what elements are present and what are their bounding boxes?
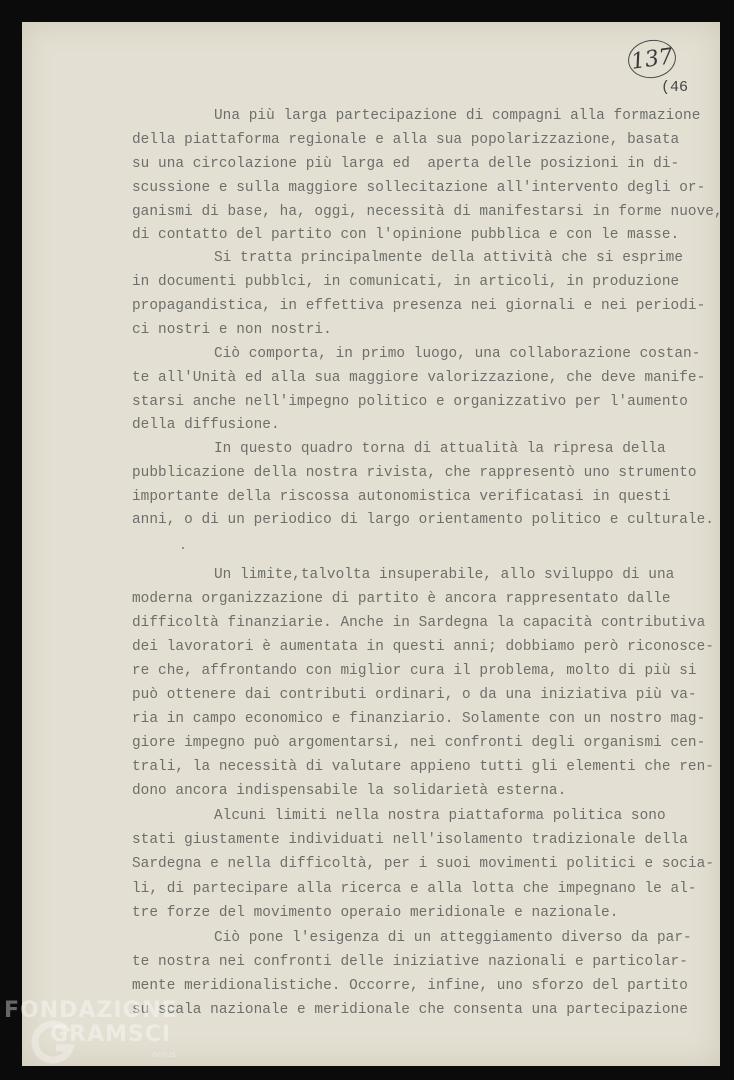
archive-number: 137 — [629, 43, 675, 75]
text-line: Un limite,talvolta insuperabile, allo sviluppo di una — [214, 567, 675, 583]
text-line: scussione e sulla maggiore sollecitazione all'intervento degli or- — [132, 180, 706, 196]
paper-speck — [182, 547, 184, 549]
text-line: trali, la necessità di valutare appieno tutti gli elementi che ren- — [132, 759, 714, 775]
text-line: stati giustamente individuati nell'isolamento tradizionale della — [132, 832, 688, 848]
text-line: della piattaforma regionale e alla sua popolarizzazione, basata — [132, 132, 680, 148]
text-line: te all'Unità ed alla sua maggiore valorizzazione, che deve manife- — [132, 370, 706, 386]
text-line: Sardegna e nella difficoltà, per i suoi movimenti politici e socia- — [132, 856, 714, 872]
fondazione-gramsci-watermark — [4, 998, 224, 1078]
text-line: Una più larga partecipazione di compagni alla formazione — [214, 108, 701, 124]
text-line: difficoltà finanziarie. Anche in Sardegna la capacità contributiva — [132, 615, 706, 631]
text-line: In questo quadro torna di attualità la ripresa della — [214, 441, 666, 457]
text-line: Si tratta principalmente della attività che si esprime — [214, 250, 684, 266]
text-line: li, di partecipare alla ricerca e alla lotta che impegnano le al- — [132, 881, 697, 897]
text-line: giore impegno può argomentarsi, nei confronti degli organismi cen- — [132, 735, 706, 751]
text-line: può ottenere dai contributi ordinari, o da una iniziativa più va- — [132, 687, 697, 703]
text-line: te nostra nei confronti delle iniziative nazionali e particolar- — [132, 954, 688, 970]
text-line: propagandistica, in effettiva presenza nei giornali e nei periodi- — [132, 298, 706, 314]
text-line: su scala nazionale e meridionale che consenta una partecipazione — [132, 1002, 688, 1018]
text-line: mente meridionalistiche. Occorre, infine, uno sforzo del partito — [132, 978, 688, 994]
text-line: importante della riscossa autonomistica verificatasi in questi — [132, 489, 671, 505]
text-line: Ciò pone l'esigenza di un atteggiamento diverso da par- — [214, 930, 692, 946]
text-line: dei lavoratori è aumentata in questi anni; dobbiamo però riconosce- — [132, 639, 714, 655]
text-line: ci nostri e non nostri. — [132, 322, 332, 338]
text-line: pubblicazione della nostra rivista, che rappresentò uno strumento — [132, 465, 697, 481]
text-line: re che, affrontando con miglior cura il problema, molto di più si — [132, 663, 697, 679]
text-line: ganismi di base, ha, oggi, necessità di manifestarsi in forme nuove, — [132, 204, 723, 220]
text-line: della diffusione. — [132, 417, 280, 433]
text-line: Ciò comporta, in primo luogo, una collaborazione costan- — [214, 346, 701, 362]
watermark-line2: GRAMSCI — [50, 1022, 172, 1047]
text-line: tre forze del movimento operaio meridionale e nazionale. — [132, 905, 619, 921]
text-line: su una circolazione più larga ed aperta delle posizioni in di- — [132, 156, 680, 172]
page-number: (46 — [661, 79, 689, 96]
text-line: in documenti pubblci, in comunicati, in articoli, in produzione — [132, 274, 680, 290]
text-line: starsi anche nell'impegno politico e organizzativo per l'aumento — [132, 394, 688, 410]
text-line: Alcuni limiti nella nostra piattaforma politica sono — [214, 808, 666, 824]
watermark-line1: FONDAZIONE — [4, 998, 178, 1023]
text-line: di contatto del partito con l'opinione pubblica e con le masse. — [132, 227, 680, 243]
text-line: dono ancora indispensabile la solidarietà esterna. — [132, 783, 567, 799]
text-line: moderna organizzazione di partito è ancora rappresentato dalle — [132, 591, 671, 607]
watermark-suffix: onlus — [152, 1050, 177, 1060]
text-line: anni, o di un periodico di largo orientamento politico e culturale. — [132, 512, 714, 528]
text-line: ria in campo economico e finanziario. Solamente con un nostro mag- — [132, 711, 706, 727]
